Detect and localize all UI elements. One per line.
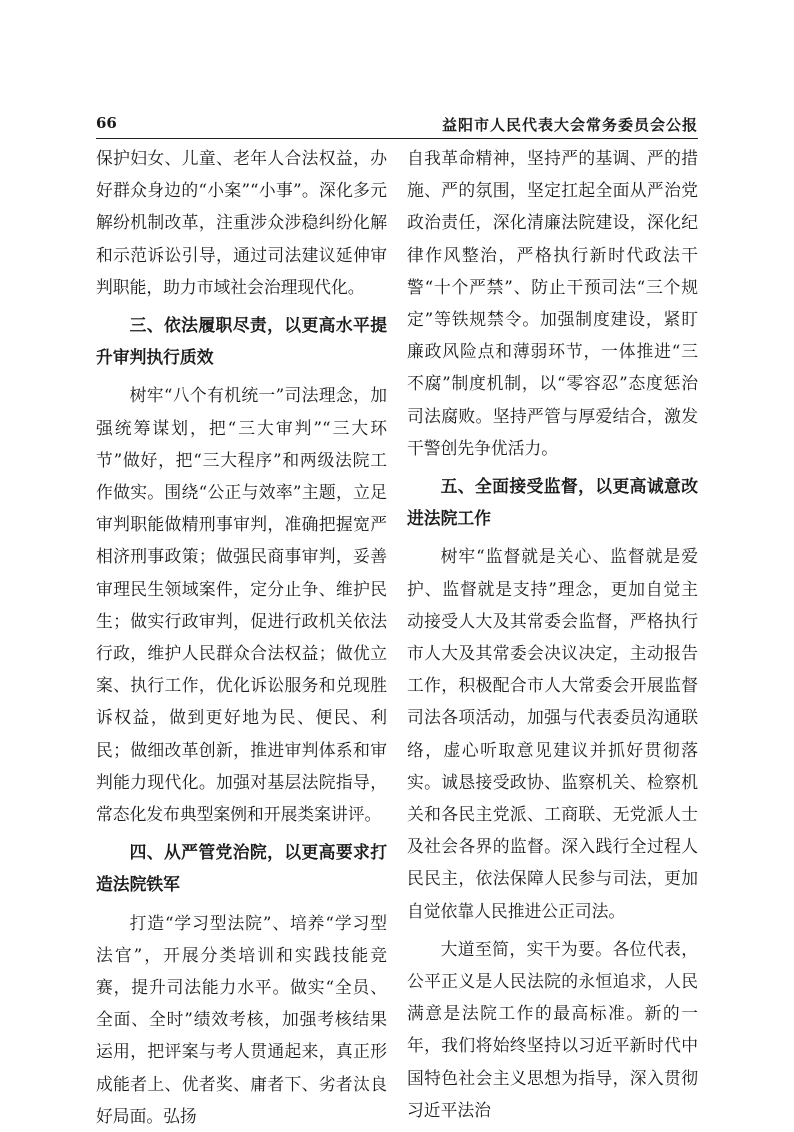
section-heading-3: 三、依法履职尽责，以更高水平提升审判执行质效 xyxy=(96,315,387,368)
section-heading-5: 五、全面接受监督，以更高诚意改进法院工作 xyxy=(407,476,698,529)
paragraph: 大道至简，实干为要。各位代表，公平正义是人民法院的永恒追求，人民满意是法院工作的最高标准。新的一年，我们将始终坚持以习近平新时代中国特色社会主义思想为指导，深入贯彻习近平法治 xyxy=(407,938,698,1120)
journal-title: 益阳市人民代表大会常务委员会公报 xyxy=(441,116,698,134)
paragraph: 树牢“八个有机统一”司法理念，加强统筹谋划，把“三大审判”“三大环节”做好，把“三大程序”和两级法院工作做实。围绕“公正与效率”主题，立足审判职能做精刑事审判，准确把握宽严相济刑事政策；做强民商事审判，妥善审理民生领域案件，定分止争、维护民生；做实行政审判，促进行政机关依法行政，维护人民群众合法权益；做优立案、执行工作，优化诉讼服务和兑现胜诉权益，做到更好地为民、便民、利民；做细改革创新，推进审判体系和审判能力现代化。加强对基层法院指导，常态化发布典型案例和开展类案讲评。 xyxy=(96,385,387,825)
paragraph: 保护妇女、儿童、老年人合法权益，办好群众身边的“小案”“小事”。深化多元解纷机制改革，注重涉众涉稳纠纷化解和示范诉讼引导，通过司法建议延伸审判职能，助力市域社会治理现代化。 xyxy=(96,148,387,297)
page-header xyxy=(96,112,698,139)
left-column xyxy=(96,142,387,1126)
paragraph: 树牢“监督就是关心、监督就是爱护、监督就是支持”理念，更加自觉主动接受人大及其常委会监督，严格执行市人大及其常委会决议决定，主动报告工作，积极配合市人大常委会开展监督司法各项活动，加强与代表委员沟通联络，虚心听取意见建议并抓好贯彻落实。诚恳接受政协、监察机关、检察机关和各民主党派、工商联、无党派人士及社会各界的监督。深入践行全过程人民民主，依法保障人民参与司法，更加自觉依靠人民推进公正司法。 xyxy=(407,546,698,921)
paragraph: 自我革命精神，坚持严的基调、严的措施、严的氛围，坚定扛起全面从严治党政治责任，深化清廉法院建设，深化纪律作风整治，严格执行新时代政法干警“十个严禁”、防止干预司法“三个规定”等铁规禁令。加强制度建设，紧盯廉政风险点和薄弱环节，一体推进“三不腐”制度机制，以“零容忍”态度惩治司法腐败。坚持严管与厚爱结合，激发干警创先争优活力。 xyxy=(407,148,698,458)
paragraph: 打造“学习型法院”、培养“学习型法官”，开展分类培训和实践技能竞赛，提升司法能力水平。做实“全员、全面、全时”绩效考核，加强考核结果运用，把评案与考人贯通起来，真正形成能者上、优者奖、庸者下、劣者汰良好局面。弘扬 xyxy=(96,912,387,1126)
page-number: 66 xyxy=(96,114,117,132)
body-columns xyxy=(96,142,698,1126)
section-heading-4: 四、从严管党治院，以更高要求打造法院铁军 xyxy=(96,842,387,895)
right-column xyxy=(407,142,698,1120)
